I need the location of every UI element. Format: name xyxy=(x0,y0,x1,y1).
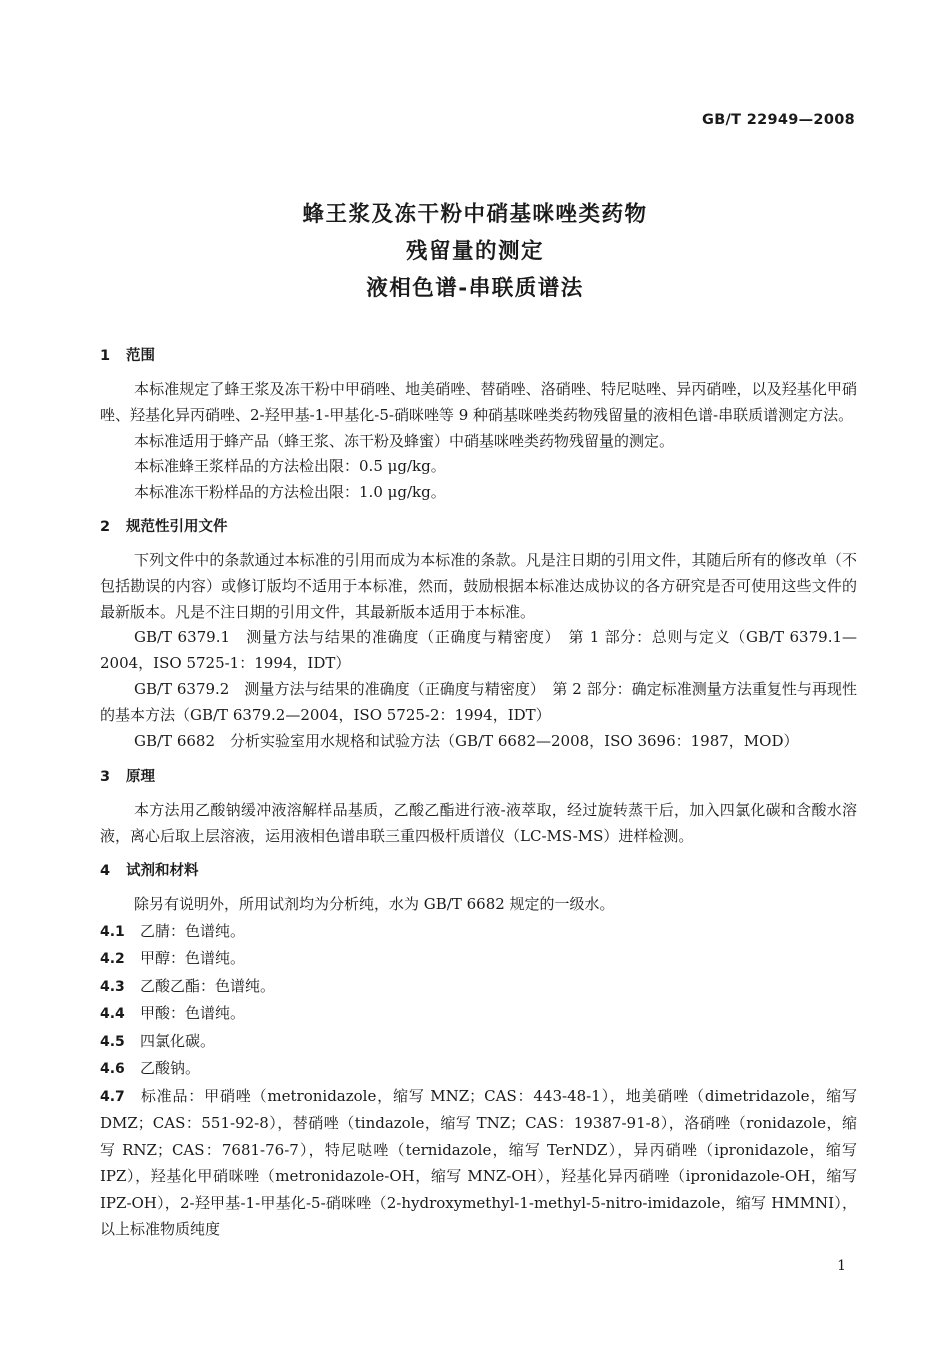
standard-number: GB/T 22949—2008 xyxy=(702,112,855,128)
paragraph: 本标准蜂王浆样品的方法检出限：0.5 μg/kg。 xyxy=(134,457,446,476)
list-item xyxy=(100,945,857,973)
reference-entry: GB/T 6379.1 测量方法与结果的准确度（正确度与精密度） 第 1 部分：总则与定义（GB/T 6379.1—2004，ISO 5725-1：1994，IDT） xyxy=(100,628,857,673)
section-number: 3 xyxy=(100,769,111,786)
title-line-2: 残留量的测定 xyxy=(405,239,544,264)
section-number: 4 xyxy=(100,862,111,879)
item-text: 甲酸：色谱纯。 xyxy=(140,1004,246,1023)
paragraph: 本标准规定了蜂王浆及冻干粉中甲硝唑、地美硝唑、替硝唑、洛硝唑、特尼哒唑、异丙硝唑，以及羟基化甲硝唑、羟基化异丙硝唑、2-羟甲基-1-甲基化-5-硝咪唑等 9 种硝基咪唑类药物残留量的液相色谱-串联质谱测定方法。 xyxy=(100,380,857,424)
section-title: 规范性引用文件 xyxy=(126,518,228,535)
item-text: 乙酸乙酯：色谱纯。 xyxy=(140,976,276,995)
section-title: 原理 xyxy=(126,769,155,786)
section-title: 范围 xyxy=(126,348,155,364)
title-line-1: 蜂王浆及冻干粉中硝基咪唑类药物 xyxy=(302,202,648,227)
section-title: 试剂和材料 xyxy=(126,862,199,879)
paragraph: 本标准冻干粉样品的方法检出限：1.0 μg/kg。 xyxy=(134,483,446,502)
reference-entry: GB/T 6379.2 测量方法与结果的准确度（正确度与精密度） 第 2 部分：确定标准测量方法重复性与再现性的基本方法（GB/T 6379.2—2004，ISO 5725-2：1994，IDT） xyxy=(100,679,857,724)
item-number: 4.3 xyxy=(100,978,125,995)
item-number: 4.4 xyxy=(100,1006,125,1023)
paragraph: 除另有说明外，所用试剂均为分析纯，水为 GB/T 6682 规定的一级水。 xyxy=(134,894,615,913)
list-item xyxy=(100,1000,857,1028)
paragraph: 下列文件中的条款通过本标准的引用而成为本标准的条款。凡是注日期的引用文件，其随后所有的修改单（不包括勘误的内容）或修订版均不适用于本标准，然而，鼓励根据本标准达成协议的各方研究是否可使用这些文件的最新版本。凡是不注日期的引用文件，其最新版本适用于本标准。 xyxy=(100,550,857,621)
paragraph: 本标准适用于蜂产品（蜂王浆、冻干粉及蜂蜜）中硝基咪唑类药物残留量的测定。 xyxy=(134,431,675,450)
list-item xyxy=(100,918,857,946)
title-line-3: 液相色谱-串联质谱法 xyxy=(366,276,584,301)
list-item xyxy=(100,1028,857,1056)
item-text: 四氯化碳。 xyxy=(140,1031,216,1050)
section-heading-reagents xyxy=(100,860,857,882)
item-number: 4.2 xyxy=(100,951,125,968)
section-number: 2 xyxy=(100,518,111,535)
section-heading-normative-references xyxy=(100,516,857,538)
item-text: 乙酸钠。 xyxy=(140,1059,201,1078)
section-number: 1 xyxy=(100,348,111,364)
list-item xyxy=(100,973,857,1001)
list-item xyxy=(100,1083,857,1243)
document-title xyxy=(0,196,950,307)
item-text: 乙腈：色谱纯。 xyxy=(140,921,246,940)
item-text: 甲醇：色谱纯。 xyxy=(140,949,246,968)
section-heading-principle xyxy=(100,766,857,788)
item-text: 标准品：甲硝唑（metronidazole，缩写 MNZ；CAS：443-48-1），地美硝唑（dimetridazole，缩写 DMZ；CAS：551-92-8），替硝唑（tindazole，缩写 TNZ；CAS：19387-91-8），洛硝唑（ronidazole，缩写 RNZ；CAS：7681-76-7），特尼哒唑（ternidazole，缩写 TerNDZ），异丙硝唑（ipronidazole，缩写 IPZ），羟基化甲硝咪唑（metronidazole-OH，缩写 MNZ-OH），羟基化异丙硝唑（ipronidazole-OH，缩写 IPZ-OH），2-羟甲基-1-甲基化-5-硝咪唑（2-hydroxymethyl-1-methyl-5-nitro-imidazole，缩写 HMMNI），以上标准物质纯度 xyxy=(100,1086,857,1239)
page-number: 1 xyxy=(837,1258,846,1274)
item-number: 4.1 xyxy=(100,923,125,940)
section-heading-scope xyxy=(100,345,857,367)
item-number: 4.7 xyxy=(100,1088,125,1105)
item-number: 4.5 xyxy=(100,1033,125,1050)
paragraph: 本方法用乙酸钠缓冲液溶解样品基质，乙酸乙酯进行液-液萃取，经过旋转蒸干后，加入四氯化碳和含酸水溶液，离心后取上层溶液，运用液相色谱串联三重四极杆质谱仪（LC-MS-MS）进样检测。 xyxy=(100,801,857,846)
item-number: 4.6 xyxy=(100,1061,125,1078)
reference-entry: GB/T 6682 分析实验室用水规格和试验方法（GB/T 6682—2008，ISO 3696：1987，MOD） xyxy=(134,731,799,750)
list-item xyxy=(100,1055,857,1083)
document-body xyxy=(100,345,857,1243)
